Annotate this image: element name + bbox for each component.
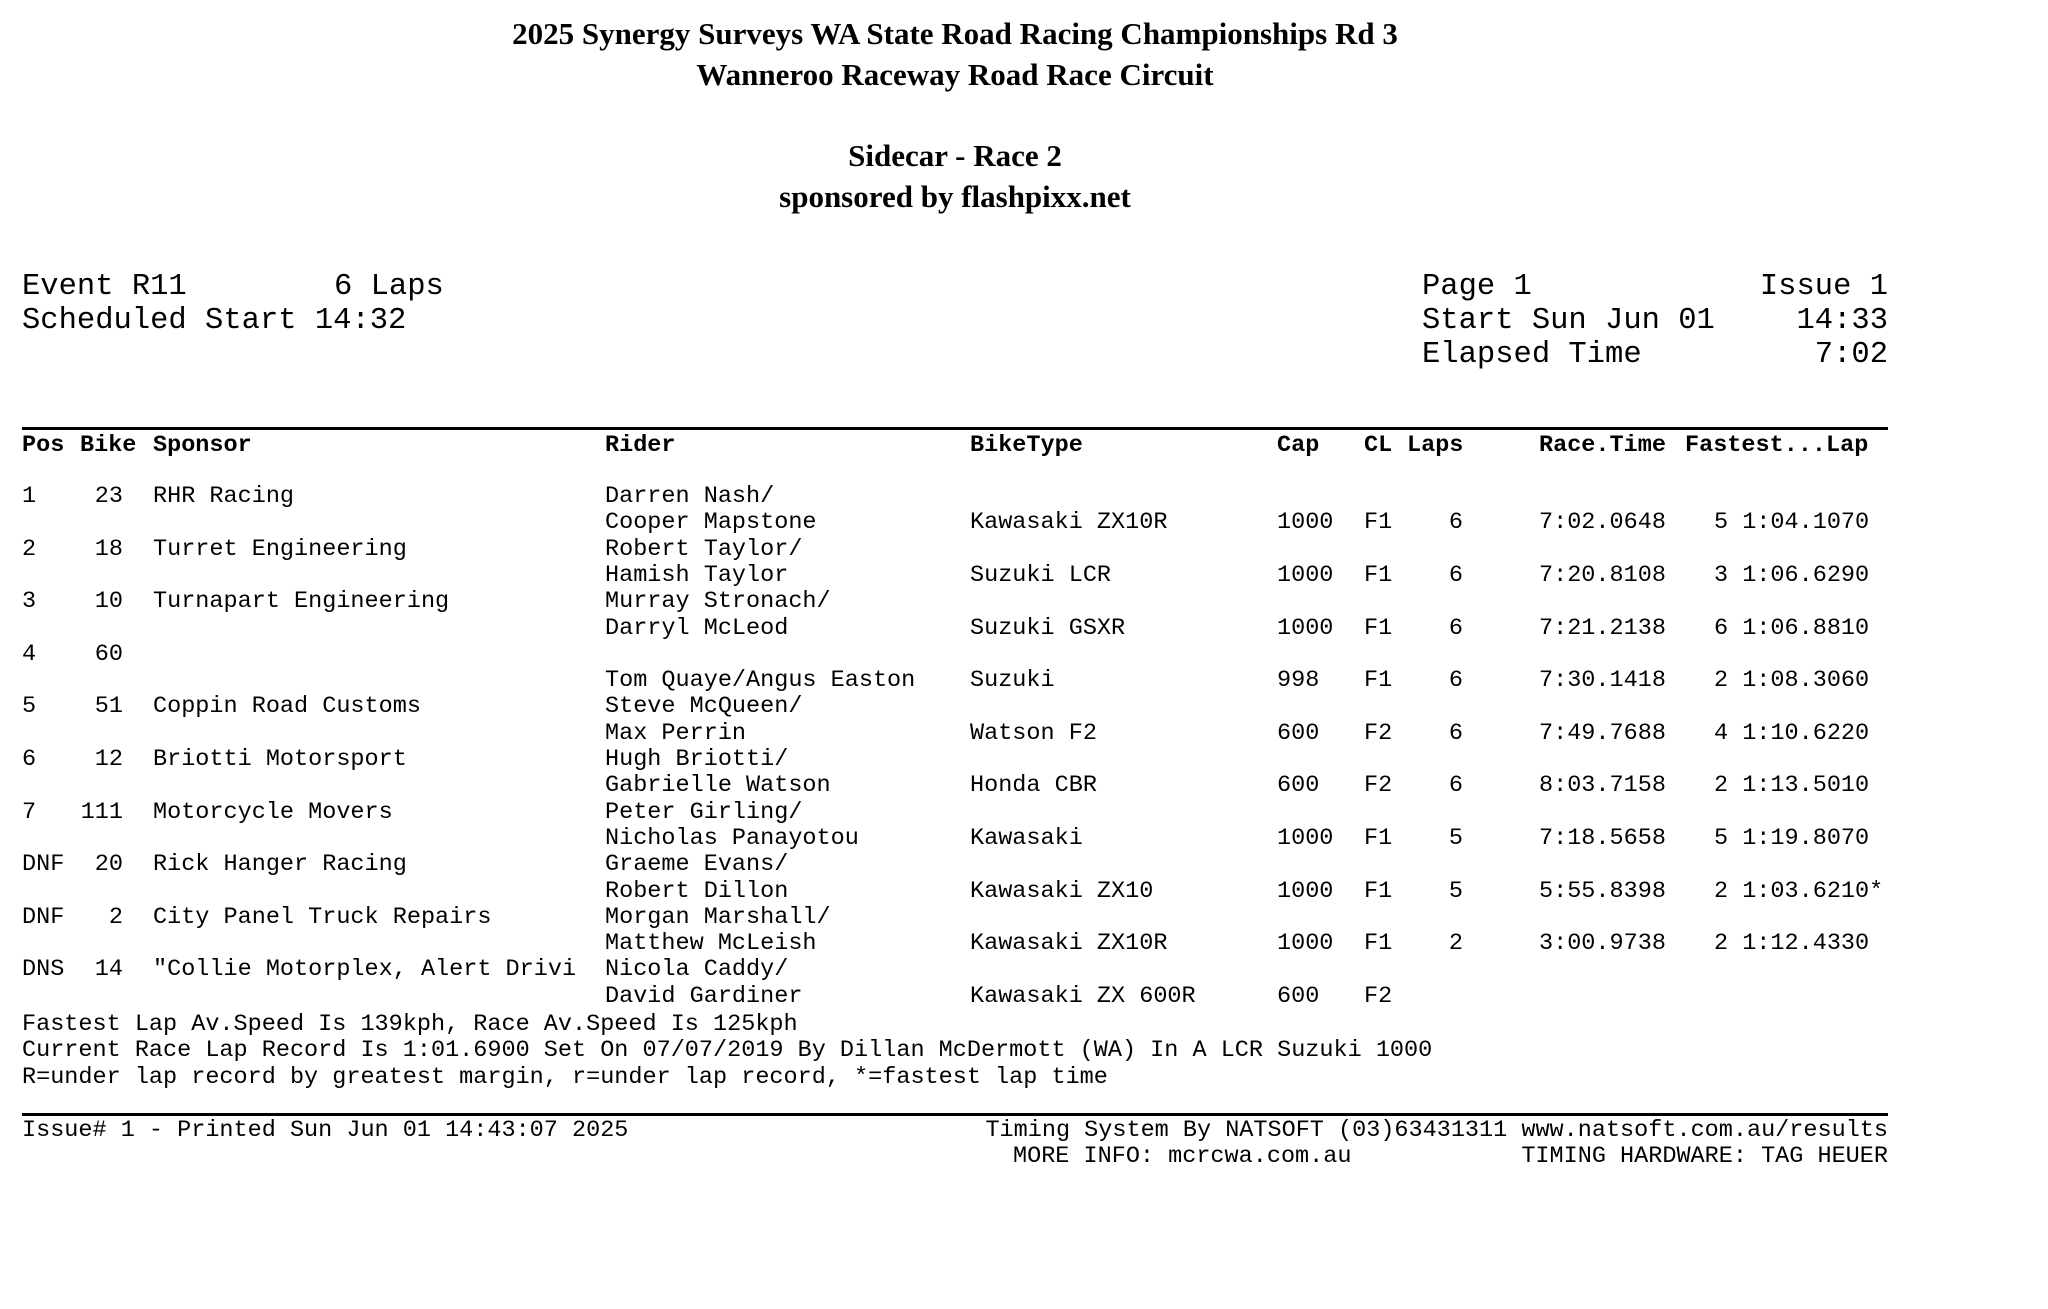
- col-racetime: Race.Time: [1539, 432, 1666, 459]
- laps-cell: 6: [1448, 667, 1463, 695]
- bike-number-cell: 23: [94, 483, 123, 510]
- rider-cell: Robert Dillon: [605, 877, 789, 905]
- class-cell: F2: [1364, 719, 1393, 747]
- race-time-cell: 7:21.2138: [1539, 614, 1666, 642]
- start-time: 14:33: [1796, 304, 1888, 338]
- race-time-cell: 7:49.7688: [1539, 719, 1666, 747]
- sponsor-cell: RHR Racing: [153, 483, 295, 510]
- elapsed-label: Elapsed Time: [1422, 338, 1642, 372]
- race-time-cell: 5:55.8398: [1539, 877, 1666, 905]
- laps-cell: 6: [1448, 719, 1463, 747]
- class-cell: F1: [1364, 667, 1393, 695]
- bike-type-cell: Honda CBR: [970, 772, 1097, 800]
- laps-cell: 5: [1448, 824, 1463, 852]
- bike-type-cell: Kawasaki ZX10R: [970, 509, 1168, 537]
- rider-cell: Hugh Briotti/: [605, 746, 789, 773]
- rider-cell: Matthew McLeish: [605, 930, 817, 958]
- rider-cell: Cooper Mapstone: [605, 509, 817, 537]
- fastest-lap-cell: 2 1:08.3060: [1714, 667, 1870, 695]
- sponsor-cell: Motorcycle Movers: [153, 798, 393, 826]
- rider-cell: Morgan Marshall/: [605, 903, 831, 931]
- lap-record-note: Current Race Lap Record Is 1:01.6900 Set On 07/07/2019 By Dillan McDermott (WA) In A LCR Suzuki 1000: [22, 1037, 1433, 1064]
- position-cell: 3: [22, 588, 37, 616]
- sponsor-cell: Coppin Road Customs: [153, 693, 421, 721]
- sponsor-cell: Rick Hanger Racing: [153, 851, 407, 879]
- rider-cell: Nicola Caddy/: [605, 956, 789, 984]
- col-fastest: Fastest...Lap: [1685, 432, 1869, 459]
- more-info: MORE INFO: mcrcwa.com.au: [1013, 1143, 1352, 1170]
- position-cell: DNF: [22, 851, 65, 879]
- bike-number-cell: 18: [94, 535, 123, 563]
- rider-cell: Tom Quaye/Angus Easton: [605, 667, 916, 695]
- capacity-cell: 1000: [1277, 509, 1334, 537]
- class-cell: F1: [1364, 614, 1393, 642]
- footer-divider: [22, 1113, 1888, 1116]
- position-cell: DNF: [22, 903, 65, 931]
- capacity-cell: 1000: [1277, 930, 1334, 958]
- capacity-cell: 1000: [1277, 824, 1334, 852]
- sponsor-cell: Turnapart Engineering: [153, 588, 450, 616]
- bike-number-cell: 12: [94, 746, 123, 773]
- column-header-row: [0, 434, 2048, 460]
- laps-cell: 6: [1448, 614, 1463, 642]
- fastest-lap-cell: 2 1:03.6210*: [1714, 877, 1884, 905]
- bike-type-cell: Kawasaki ZX10R: [970, 930, 1168, 958]
- laps-cell: 5: [1448, 877, 1463, 905]
- rider-cell: Max Perrin: [605, 719, 747, 747]
- capacity-cell: 1000: [1277, 561, 1334, 589]
- position-cell: 7: [22, 798, 37, 826]
- sponsor-cell: City Panel Truck Repairs: [153, 903, 492, 931]
- capacity-cell: 600: [1277, 772, 1320, 800]
- issue-number: Issue 1: [1759, 270, 1888, 304]
- rider-cell: Steve McQueen/: [605, 693, 803, 721]
- legend-note: R=under lap record by greatest margin, r=under lap record, *=fastest lap time: [22, 1064, 1108, 1091]
- race-sponsor-title: sponsored by flashpixx.net: [779, 179, 1131, 214]
- position-cell: 5: [22, 693, 37, 721]
- bike-type-cell: Watson F2: [970, 719, 1097, 747]
- rider-cell: Robert Taylor/: [605, 535, 803, 563]
- bike-type-cell: Kawasaki ZX 600R: [970, 982, 1196, 1010]
- capacity-cell: 998: [1277, 667, 1320, 695]
- rider-cell: Graeme Evans/: [605, 851, 789, 879]
- position-cell: 2: [22, 535, 37, 563]
- start-label: Start Sun Jun 01: [1422, 304, 1715, 338]
- circuit-title: Wanneroo Raceway Road Race Circuit: [696, 57, 1214, 92]
- laps-cell: 6: [1448, 561, 1463, 589]
- scheduled-start: Scheduled Start 14:32: [22, 304, 407, 338]
- race-time-cell: 8:03.7158: [1539, 772, 1666, 800]
- race-time-cell: 7:30.1418: [1539, 667, 1666, 695]
- rider-cell: Murray Stronach/: [605, 588, 831, 616]
- bike-type-cell: Suzuki GSXR: [970, 614, 1126, 642]
- position-cell: 4: [22, 640, 37, 668]
- class-cell: F1: [1364, 877, 1393, 905]
- bike-number-cell: 10: [94, 588, 123, 616]
- print-info: Issue# 1 - Printed Sun Jun 01 14:43:07 2025: [22, 1117, 629, 1144]
- race-time-cell: 3:00.9738: [1539, 930, 1666, 958]
- rider-cell: Hamish Taylor: [605, 561, 789, 589]
- bike-number-cell: 2: [108, 903, 123, 931]
- fastest-lap-cell: 5 1:04.1070: [1714, 509, 1870, 537]
- capacity-cell: 600: [1277, 982, 1320, 1010]
- position-cell: DNS: [22, 956, 65, 984]
- bike-type-cell: Suzuki: [970, 667, 1055, 695]
- fastest-lap-cell: 5 1:19.8070: [1714, 824, 1870, 852]
- capacity-cell: 1000: [1277, 877, 1334, 905]
- capacity-cell: 600: [1277, 719, 1320, 747]
- fastest-lap-cell: 2 1:13.5010: [1714, 772, 1870, 800]
- laps-cell: 6: [1448, 509, 1463, 537]
- bike-number-cell: 14: [94, 956, 123, 984]
- col-cap: Cap: [1277, 432, 1320, 459]
- col-cl: CL: [1364, 432, 1393, 459]
- race-time-cell: 7:02.0648: [1539, 509, 1666, 537]
- col-rider: Rider: [605, 432, 676, 459]
- elapsed-time: 7:02: [1814, 338, 1888, 372]
- bike-type-cell: Kawasaki: [970, 824, 1083, 852]
- col-bike: Bike: [80, 432, 137, 459]
- championship-title: 2025 Synergy Surveys WA State Road Racing Championships Rd 3: [512, 16, 1398, 51]
- race-time-cell: 7:20.8108: [1539, 561, 1666, 589]
- laps-cell: 6: [1448, 772, 1463, 800]
- laps-cell: 2: [1448, 930, 1463, 958]
- col-biketype: BikeType: [970, 432, 1083, 459]
- rider-cell: Nicholas Panayotou: [605, 824, 859, 852]
- race-title: Sidecar - Race 2: [848, 138, 1062, 173]
- timing-hardware: TIMING HARDWARE: TAG HEUER: [1521, 1143, 1888, 1170]
- rider-cell: Darryl McLeod: [605, 614, 789, 642]
- header-divider: [22, 427, 1888, 430]
- bike-number-cell: 51: [94, 693, 123, 721]
- event-label: Event R11: [22, 270, 187, 304]
- fastest-lap-cell: 4 1:10.6220: [1714, 719, 1870, 747]
- capacity-cell: 1000: [1277, 614, 1334, 642]
- class-cell: F1: [1364, 509, 1393, 537]
- race-time-cell: 7:18.5658: [1539, 824, 1666, 852]
- fastest-lap-cell: 6 1:06.8810: [1714, 614, 1870, 642]
- rider-cell: Gabrielle Watson: [605, 772, 831, 800]
- col-sponsor: Sponsor: [153, 432, 252, 459]
- col-pos: Pos: [22, 432, 65, 459]
- position-cell: 6: [22, 746, 37, 773]
- fastest-lap-cell: 3 1:06.6290: [1714, 561, 1870, 589]
- rider-cell: Darren Nash/: [605, 483, 775, 510]
- class-cell: F2: [1364, 772, 1393, 800]
- rider-cell: Peter Girling/: [605, 798, 803, 826]
- bike-type-cell: Suzuki LCR: [970, 561, 1112, 589]
- bike-number-cell: 60: [94, 640, 123, 668]
- class-cell: F1: [1364, 930, 1393, 958]
- bike-number-cell: 111: [80, 798, 123, 826]
- sponsor-cell: "Collie Motorplex, Alert Drivi: [153, 956, 577, 984]
- speed-note: Fastest Lap Av.Speed Is 139kph, Race Av.Speed Is 125kph: [22, 1011, 798, 1038]
- event-laps: 6 Laps: [334, 270, 444, 304]
- sponsor-cell: Turret Engineering: [153, 535, 407, 563]
- sponsor-cell: Briotti Motorsport: [153, 746, 407, 773]
- class-cell: F2: [1364, 982, 1393, 1010]
- bike-number-cell: 20: [94, 851, 123, 879]
- rider-cell: David Gardiner: [605, 982, 803, 1010]
- page-number: Page 1: [1422, 270, 1532, 304]
- class-cell: F1: [1364, 824, 1393, 852]
- timing-system-info: Timing System By NATSOFT (03)63431311 www.natsoft.com.au/results: [985, 1117, 1888, 1144]
- col-laps: Laps: [1407, 432, 1464, 459]
- bike-type-cell: Kawasaki ZX10: [970, 877, 1154, 905]
- position-cell: 1: [22, 483, 37, 510]
- class-cell: F1: [1364, 561, 1393, 589]
- fastest-lap-cell: 2 1:12.4330: [1714, 930, 1870, 958]
